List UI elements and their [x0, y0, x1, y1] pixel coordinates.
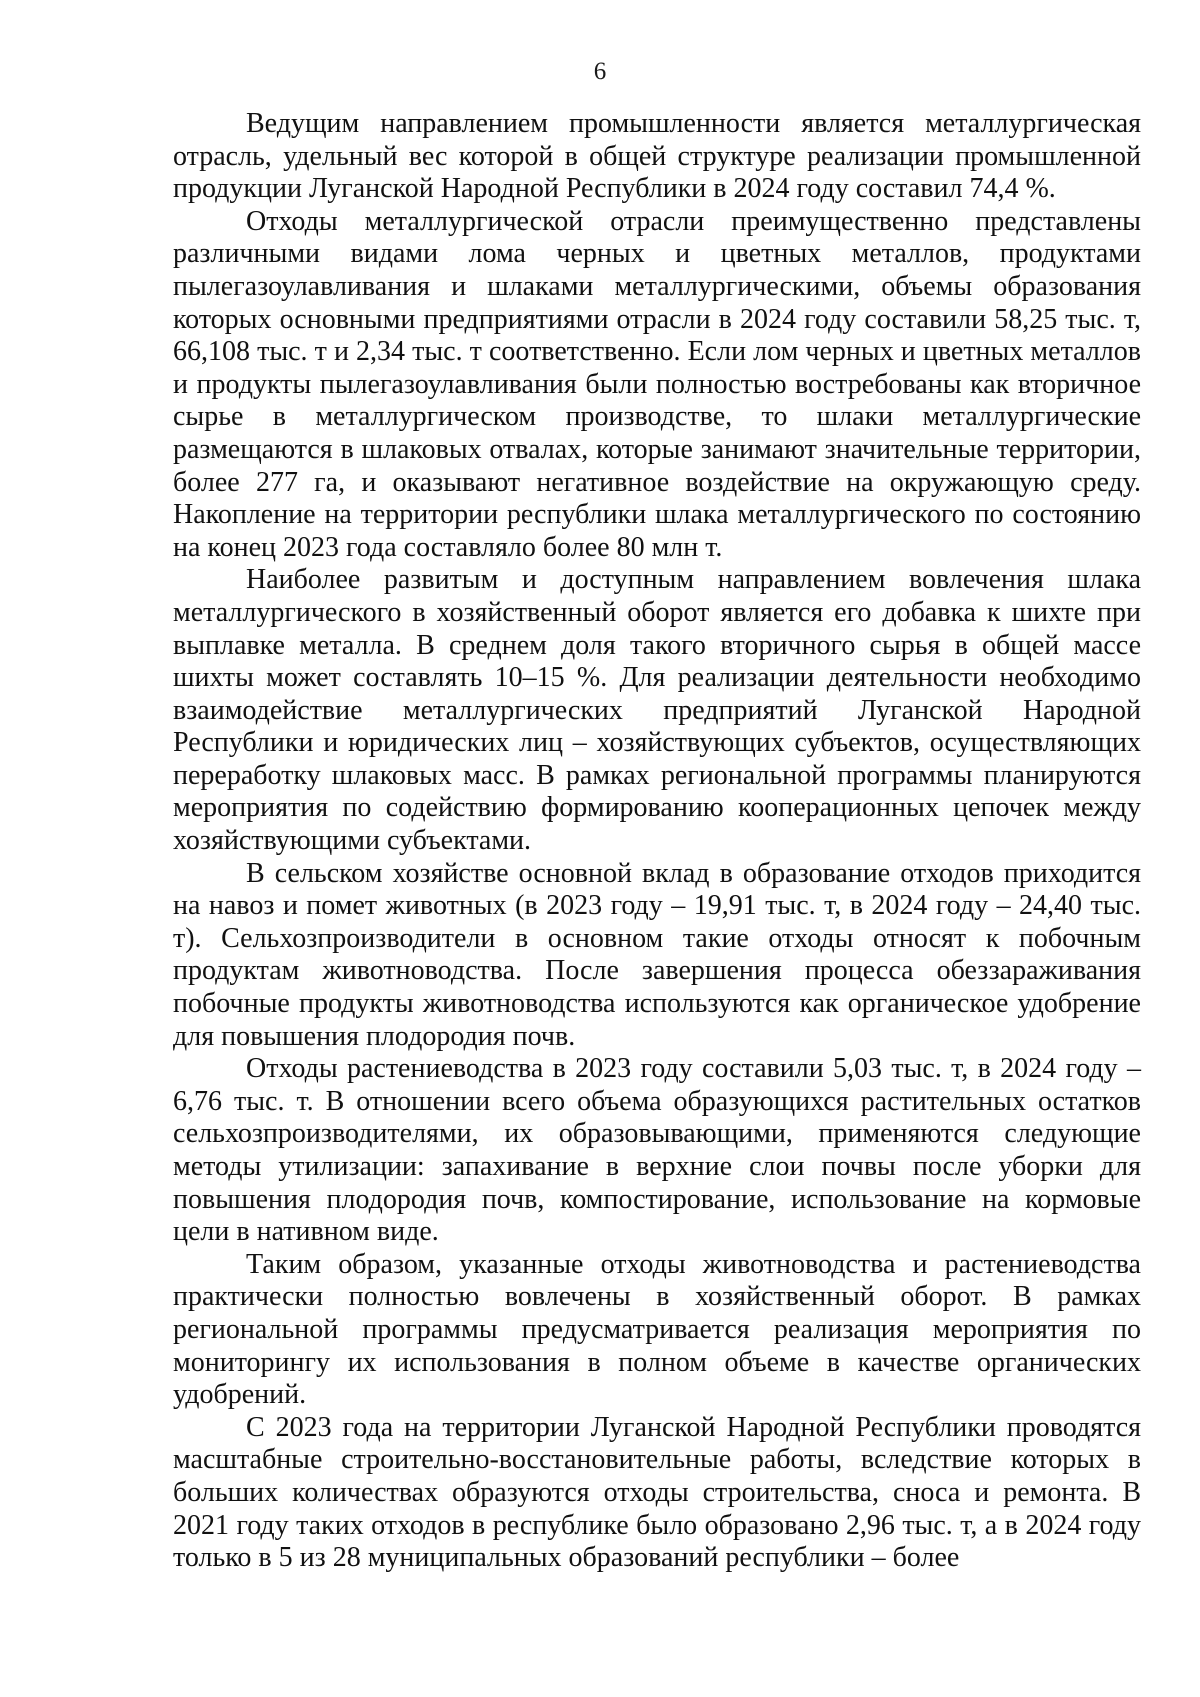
paragraph-crop-waste: Отходы растениеводства в 2023 году составили 5,03 тыс. т, в 2024 году – 6,76 тыс. т. В отношении всего объема образующихся растительных остатков сельхозпроизводителями, их образовывающими, применяются следующие методы утилизации: запахивание в верхние слои почвы после уборки для повышения плодородия почв, компостирование, использование на кормовые цели в нативном виде. — [173, 1053, 1141, 1248]
paragraph-agri-summary: Таким образом, указанные отходы животноводства и растениеводства практически полностью вовлечены в хозяйственный оборот. В рамках региональной программы предусматривается реализация мероприятия по мониторингу их использования в полном объеме в качестве органических удобрений. — [173, 1248, 1141, 1411]
paragraph-agriculture-manure: В сельском хозяйстве основной вклад в образование отходов приходится на навоз и помет животных (в 2023 году – 19,91 тыс. т, в 2024 году – 24,40 тыс. т). Сельхозпроизводители в основном такие отходы относят к побочным продуктам животноводства. После завершения процесса обеззараживания побочные продукты животноводства используются как органическое удобрение для повышения плодородия почв. — [173, 857, 1141, 1052]
paragraph-slag-utilization: Наиболее развитым и доступным направлением вовлечения шлака металлургического в хозяйственный оборот является его добавка к шихте при выплавке металла. В среднем доля такого вторичного сырья в общей массе шихты может составлять 10–15 %. Для реализации деятельности необходимо взаимодействие металлургических предприятий Луганской Народной Республики и юридических лиц – хозяйствующих субъектов, осуществляющих переработку шлаковых масс. В рамках региональной программы планируются мероприятия по содействию формированию кооперационных цепочек между хозяйствующими субъектами. — [173, 564, 1141, 857]
paragraph-metallurgy-share: Ведущим направлением промышленности является металлургическая отрасль, удельный вес которой в общей структуре реализации промышленной продукции Луганской Народной Республики в 2024 году составил 74,4 %. — [173, 108, 1141, 205]
paragraph-construction-waste: С 2023 года на территории Луганской Народной Республики проводятся масштабные строительно-восстановительные работы, вследствие которых в больших количествах образуются отходы строительства, сноса и ремонта. В 2021 году таких отходов в республике было образовано 2,96 тыс. т, а в 2024 году только в 5 из 28 муниципальных образований республики – более — [173, 1411, 1141, 1574]
paragraph-metallurgy-waste: Отходы металлургической отрасли преимущественно представлены различными видами лома черных и цветных металлов, продуктами пылегазоулавливания и шлаками металлургическими, объемы образования которых основными предприятиями отрасли в 2024 году составили 58,25 тыс. т, 66,108 тыс. т и 2,34 тыс. т соответственно. Если лом черных и цветных металлов и продукты пылегазоулавливания были полностью востребованы как вторичное сырье в металлургическом производстве, то шлаки металлургические размещаются в шлаковых отвалах, которые занимают значительные территории, более 277 га, и оказывают негативное воздействие на окружающую среду. Накопление на территории республики шлака металлургического по состоянию на конец 2023 года составляло более 80 млн т. — [173, 205, 1141, 563]
document-body — [173, 108, 1141, 1575]
page-number: 6 — [593, 58, 607, 85]
